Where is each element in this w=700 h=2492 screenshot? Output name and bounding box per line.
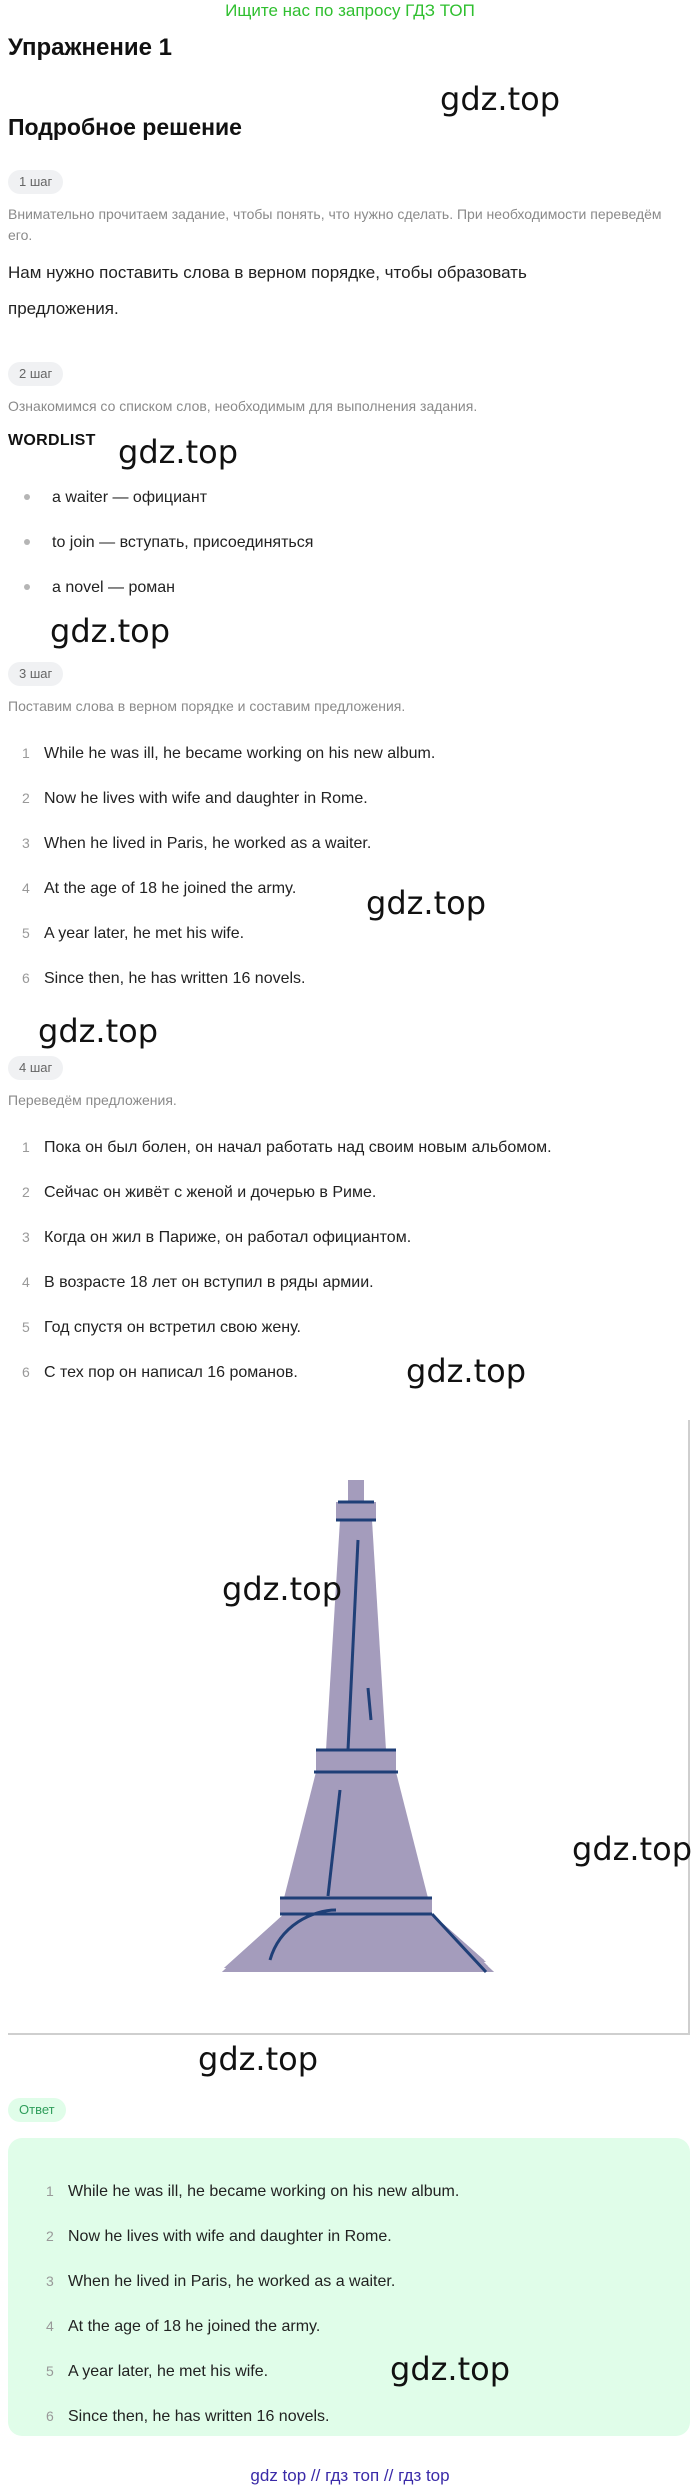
- row-number: 6: [22, 1364, 30, 1380]
- step-4-hint: Переведём предложения.: [8, 1092, 177, 1108]
- sentence-row: [22, 918, 244, 948]
- sentence-text: Now he lives with wife and daughter in Rome.: [44, 790, 368, 807]
- answer-text: While he was ill, he became working on his new album.: [68, 2183, 460, 2200]
- word-item: [24, 483, 207, 513]
- sentence-row: [22, 873, 296, 903]
- translation-text: Когда он жил в Париже, он работал официантом.: [44, 1229, 412, 1246]
- watermark: gdz.top: [198, 2040, 319, 2078]
- row-number: 6: [46, 2408, 54, 2424]
- translation-row: [22, 1312, 301, 1342]
- row-number: 4: [46, 2318, 54, 2334]
- translation-text: С тех пор он написал 16 романов.: [44, 1364, 298, 1381]
- watermark: gdz.top: [390, 2350, 511, 2388]
- section-title: Подробное решение: [8, 114, 242, 140]
- row-number: 4: [22, 880, 30, 896]
- row-number: 5: [46, 2363, 54, 2379]
- top-banner[interactable]: Ищите нас по запросу ГДЗ ТОП: [225, 1, 475, 20]
- row-number: 2: [46, 2228, 54, 2244]
- answer-text: Since then, he has written 16 novels.: [68, 2408, 330, 2425]
- translation-text: Пока он был болен, он начал работать над своим новым альбомом.: [44, 1139, 552, 1156]
- answer-row: [46, 2401, 330, 2431]
- step-3-hint: Поставим слова в верном порядке и составим предложения.: [8, 698, 406, 714]
- answer-text: When he lived in Paris, he worked as a waiter.: [68, 2273, 396, 2290]
- tower-shape: [234, 1480, 492, 1962]
- watermark: gdz.top: [118, 433, 239, 471]
- watermark: gdz.top: [572, 1830, 693, 1868]
- answer-text: At the age of 18 he joined the army.: [68, 2318, 321, 2335]
- sentence-row: [22, 783, 368, 813]
- answer-text: A year later, he met his wife.: [68, 2363, 269, 2380]
- row-number: 1: [22, 1139, 30, 1155]
- row-number: 5: [22, 925, 30, 941]
- word-item: [24, 528, 313, 558]
- translation-text: Год спустя он встретил свою жену.: [44, 1319, 301, 1336]
- bullet-dot: [24, 584, 30, 590]
- row-number: 3: [22, 1229, 30, 1245]
- watermark: gdz.top: [366, 884, 487, 922]
- answer-row: [46, 2266, 395, 2296]
- sentence-row: [22, 828, 371, 858]
- watermark: gdz.top: [38, 1012, 159, 1050]
- step-badge-1: 1 шаг: [8, 170, 63, 194]
- step-1-text: Нам нужно поставить слова в верном порядке, чтобы образовать предложения.: [8, 263, 527, 318]
- row-number: 2: [22, 1184, 30, 1200]
- watermark: gdz.top: [406, 1352, 527, 1390]
- translation-text: Сейчас он живёт с женой и дочерью в Риме.: [44, 1184, 377, 1201]
- row-number: 3: [46, 2273, 54, 2289]
- row-number: 6: [22, 970, 30, 986]
- watermark: gdz.top: [440, 80, 561, 118]
- watermark: gdz.top: [222, 1570, 343, 1608]
- answer-row: [46, 2311, 320, 2341]
- translation-row: [22, 1177, 376, 1207]
- answer-row: [46, 2356, 268, 2386]
- translation-row: [22, 1267, 374, 1297]
- answer-badge: Ответ: [8, 2098, 66, 2122]
- answer-row: [46, 2176, 459, 2206]
- step-2-hint: Ознакомимся со списком слов, необходимым для выполнения задания.: [8, 398, 478, 414]
- row-number: 1: [22, 745, 30, 761]
- sentence-text: When he lived in Paris, he worked as a waiter.: [44, 835, 372, 852]
- word-item: [24, 573, 175, 603]
- sentence-row: [22, 738, 435, 768]
- row-number: 3: [22, 835, 30, 851]
- step-1-hint: Внимательно прочитаем задание, чтобы понять, что нужно сделать. При необходимости переведём его.: [8, 206, 662, 243]
- sentence-text: A year later, he met his wife.: [44, 925, 245, 942]
- row-number: 5: [22, 1319, 30, 1335]
- translation-row: [22, 1357, 298, 1387]
- translation-row: [22, 1222, 411, 1252]
- row-number: 2: [22, 790, 30, 806]
- bullet-dot: [24, 494, 30, 500]
- row-number: 1: [46, 2183, 54, 2199]
- answer-text: Now he lives with wife and daughter in Rome.: [68, 2228, 392, 2245]
- step-badge-2: 2 шаг: [8, 362, 63, 386]
- sentence-text: Since then, he has written 16 novels.: [44, 970, 306, 987]
- eiffel-tower-figure: [8, 1420, 693, 2035]
- page-title: Упражнение 1: [8, 34, 172, 61]
- word-text: to join — вступать, присоединяться: [52, 534, 314, 551]
- bullet-dot: [24, 539, 30, 545]
- answer-row: [46, 2221, 392, 2251]
- wordlist-title: WORDLIST: [8, 432, 96, 449]
- word-text: a waiter — официант: [52, 489, 208, 506]
- eiffel-tower-icon: [8, 1420, 688, 2033]
- translation-row: [22, 1132, 552, 1162]
- watermark: gdz.top: [50, 612, 171, 650]
- step-badge-4: 4 шаг: [8, 1056, 63, 1080]
- sentence-text: At the age of 18 he joined the army.: [44, 880, 297, 897]
- translation-text: В возрасте 18 лет он вступил в ряды армии.: [44, 1274, 374, 1291]
- row-number: 4: [22, 1274, 30, 1290]
- sentence-text: While he was ill, he became working on his new album.: [44, 745, 436, 762]
- footer-links[interactable]: gdz top // гдз топ // гдз top: [250, 2466, 450, 2485]
- step-badge-3: 3 шаг: [8, 662, 63, 686]
- word-text: a novel — роман: [52, 579, 176, 596]
- sentence-row: [22, 963, 306, 993]
